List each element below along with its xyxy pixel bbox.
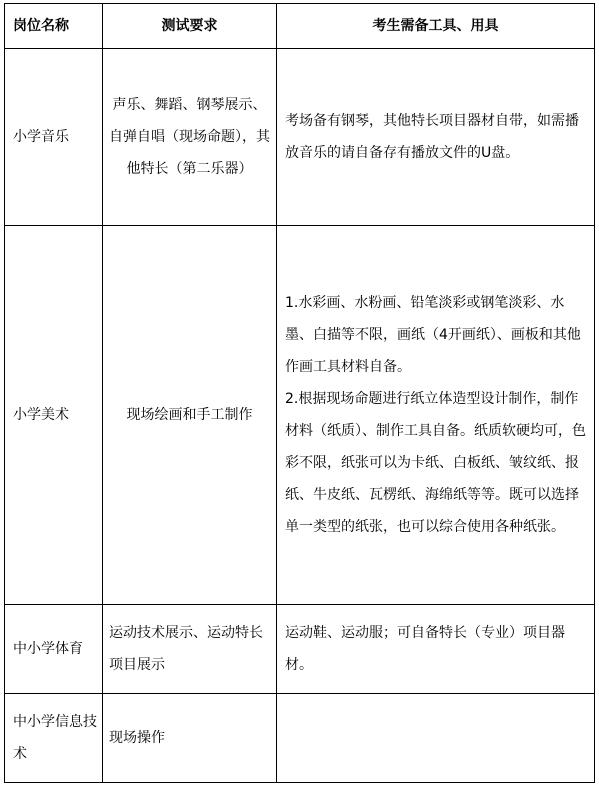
test-requirement-cell: 现场操作 (103, 694, 277, 783)
table-row (5, 49, 595, 226)
position-cell: 小学音乐 (5, 49, 103, 226)
header-position: 岗位名称 (5, 4, 103, 49)
tools-paragraph: 2.根据现场命题进行纸立体造型设计制作，制作材料（纸质）、制作工具自备。纸质软硬均可，色彩不限，纸张可以为卡纸、白板纸、皱纹纸、报纸、牛皮纸、瓦楞纸、海绵纸等等。既可以选择单一类型的纸张，也可以综合使用各种纸张。 (285, 391, 586, 535)
table-row (5, 226, 595, 605)
position-cell: 中小学体育 (5, 605, 103, 694)
tools-cell (277, 226, 595, 605)
test-requirement-cell: 运动技术展示、运动特长项目展示 (103, 605, 277, 694)
test-requirement-cell: 声乐、舞蹈、钢琴展示、自弹自唱（现场命题），其他特长（第二乐器） (103, 49, 277, 226)
test-requirement-cell: 现场绘画和手工制作 (103, 226, 277, 605)
position-cell: 小学美术 (5, 226, 103, 605)
tools-cell (277, 605, 595, 694)
position-cell: 中小学信息技术 (5, 694, 103, 783)
tools-paragraph: 1.水彩画、水粉画、铅笔淡彩或钢笔淡彩、水墨、白描等不限，画纸（4开画纸）、画板和其他作画工具材料自备。 (285, 295, 581, 375)
table-header-row (5, 4, 595, 49)
tools-cell (277, 694, 595, 783)
requirements-table (4, 3, 595, 783)
tools-paragraph: 运动鞋、运动服；可自备特长（专业）项目器材。 (285, 625, 565, 673)
header-tools: 考生需备工具、用具 (277, 4, 595, 49)
header-test-requirements: 测试要求 (103, 4, 277, 49)
table-row (5, 605, 595, 694)
table-row (5, 694, 595, 783)
tools-paragraph: 考场备有钢琴，其他特长项目器材自带，如需播放音乐的请自备存有播放文件的U盘。 (285, 113, 579, 161)
tools-cell (277, 49, 595, 226)
